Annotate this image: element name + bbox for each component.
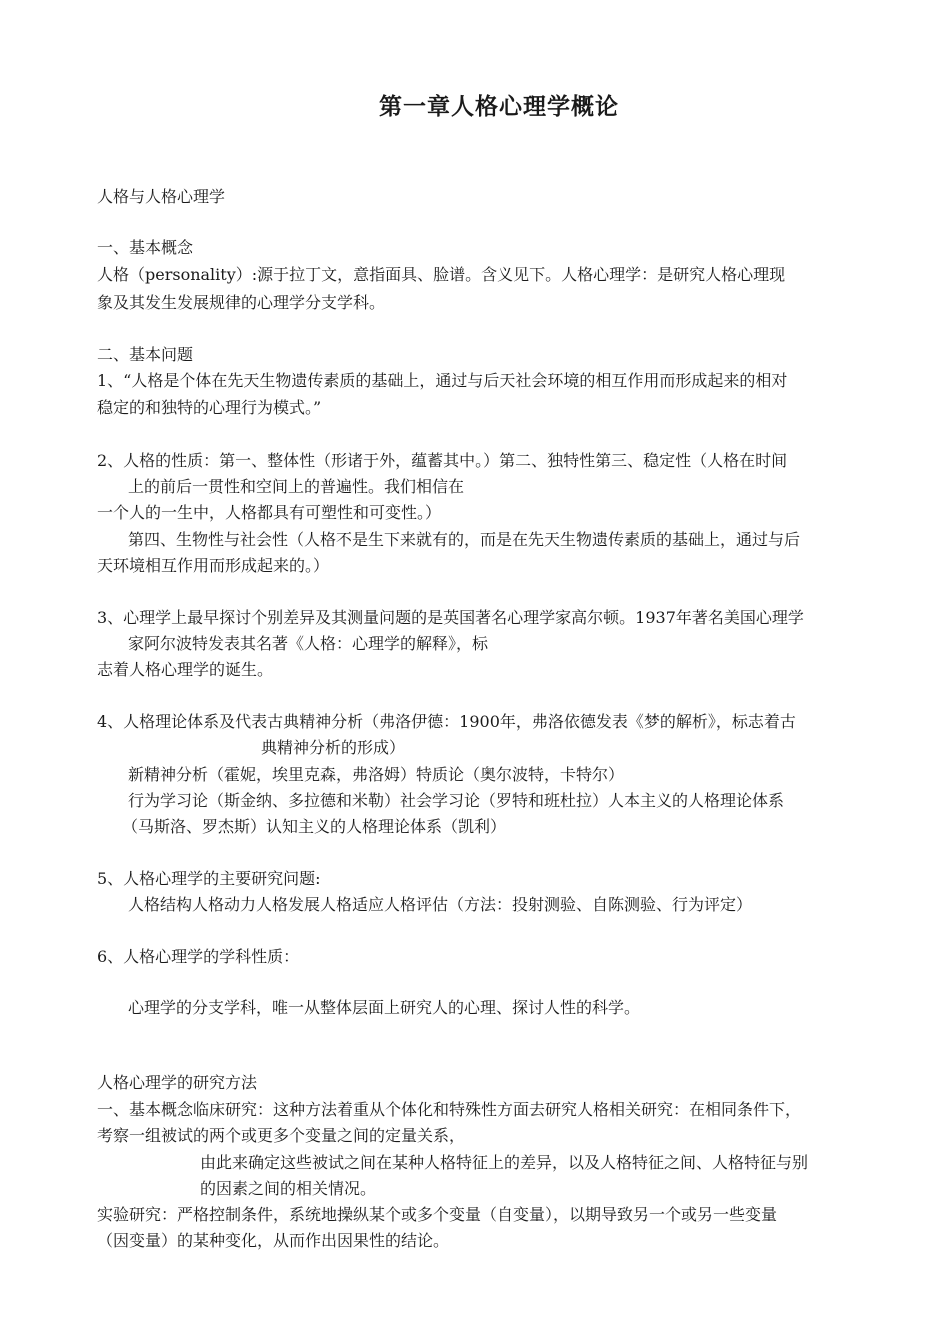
paragraph-line: 新精神分析（霍妮，埃里克森，弗洛姆）特质论（奥尔波特，卡特尔） — [128, 765, 625, 784]
paragraph-line: 6、人格心理学的学科性质： — [97, 947, 300, 966]
subsection-heading: 二、基本问题 — [97, 345, 194, 364]
paragraph-line: 3、心理学上最早探讨个别差异及其测量问题的是英国著名心理学家高尔顿。1937年著名美国心理学 — [97, 608, 804, 627]
paragraph-line: 5、人格心理学的主要研究问题: — [97, 869, 321, 888]
page-title: 第一章人格心理学概论 — [379, 94, 619, 120]
paragraph-line: 一个人的一生中，人格都具有可塑性和可变性。） — [97, 503, 442, 522]
paragraph-line: 考察一组被试的两个或更多个变量之间的定量关系， — [97, 1126, 466, 1145]
paragraph-line: 一、基本概念临床研究：这种方法着重从个体化和特殊性方面去研究人格相关研究：在相同条件下， — [97, 1100, 802, 1119]
paragraph-line: 4、人格理论体系及代表古典精神分析（弗洛伊德：1900年，弗洛依德发表《梦的解析》，标志着古 — [97, 712, 796, 731]
paragraph-line: 人格（personality）:源于拉丁文，意指面具、脸谱。含义见下。人格心理学：是研究人格心理现 — [97, 265, 786, 284]
subsection-heading: 一、基本概念 — [97, 238, 194, 257]
paragraph-line: 上的前后一贯性和空间上的普遍性。我们相信在 — [128, 477, 465, 496]
paragraph-line: 志着人格心理学的诞生。 — [97, 660, 274, 679]
section-heading: 人格心理学的研究方法 — [97, 1073, 258, 1092]
paragraph-line: 2、人格的性质：第一、整体性（形诸于外，蕴蓄其中。）第二、独特性第三、稳定性（人格在时间 — [97, 451, 788, 470]
paragraph-line: 人格结构人格动力人格发展人格适应人格评估（方法：投射测验、自陈测验、行为评定） — [128, 895, 753, 914]
paragraph-line: 1、“人格是个体在先天生物遗传素质的基础上，通过与后天社会环境的相互作用而形成起来的相对 — [97, 371, 788, 390]
paragraph-line: （马斯洛、罗杰斯）认知主义的人格理论体系（凯利） — [122, 817, 507, 836]
paragraph-line: （因变量）的某种变化，从而作出因果性的结论。 — [97, 1231, 450, 1250]
paragraph-line: 典精神分析的形成） — [261, 738, 406, 757]
paragraph-line: 由此来确定这些被试之间在某种人格特征上的差异，以及人格特征之间、人格特征与别 — [200, 1153, 809, 1172]
paragraph-line: 的因素之间的相关情况。 — [200, 1179, 377, 1198]
paragraph-line: 象及其发生发展规律的心理学分支学科。 — [97, 293, 386, 312]
paragraph-line: 天环境相互作用而形成起来的。） — [97, 556, 330, 575]
paragraph-line: 行为学习论（斯金纳、多拉德和米勒）社会学习论（罗特和班杜拉）人本主义的人格理论体系 — [128, 791, 785, 810]
paragraph-line: 心理学的分支学科，唯一从整体层面上研究人的心理、探讨人性的科学。 — [128, 998, 641, 1017]
paragraph-line: 实验研究：严格控制条件，系统地操纵某个或多个变量（自变量），以期导致另一个或另一些变量 — [97, 1205, 778, 1224]
paragraph-line: 第四、生物性与社会性（人格不是生下来就有的，而是在先天生物遗传素质的基础上，通过与后 — [128, 530, 801, 549]
paragraph-line: 家阿尔波特发表其名著《人格：心理学的解释》，标 — [128, 634, 489, 653]
paragraph-line: 稳定的和独特的心理行为模式。” — [97, 398, 322, 417]
section-heading: 人格与人格心理学 — [97, 187, 226, 206]
